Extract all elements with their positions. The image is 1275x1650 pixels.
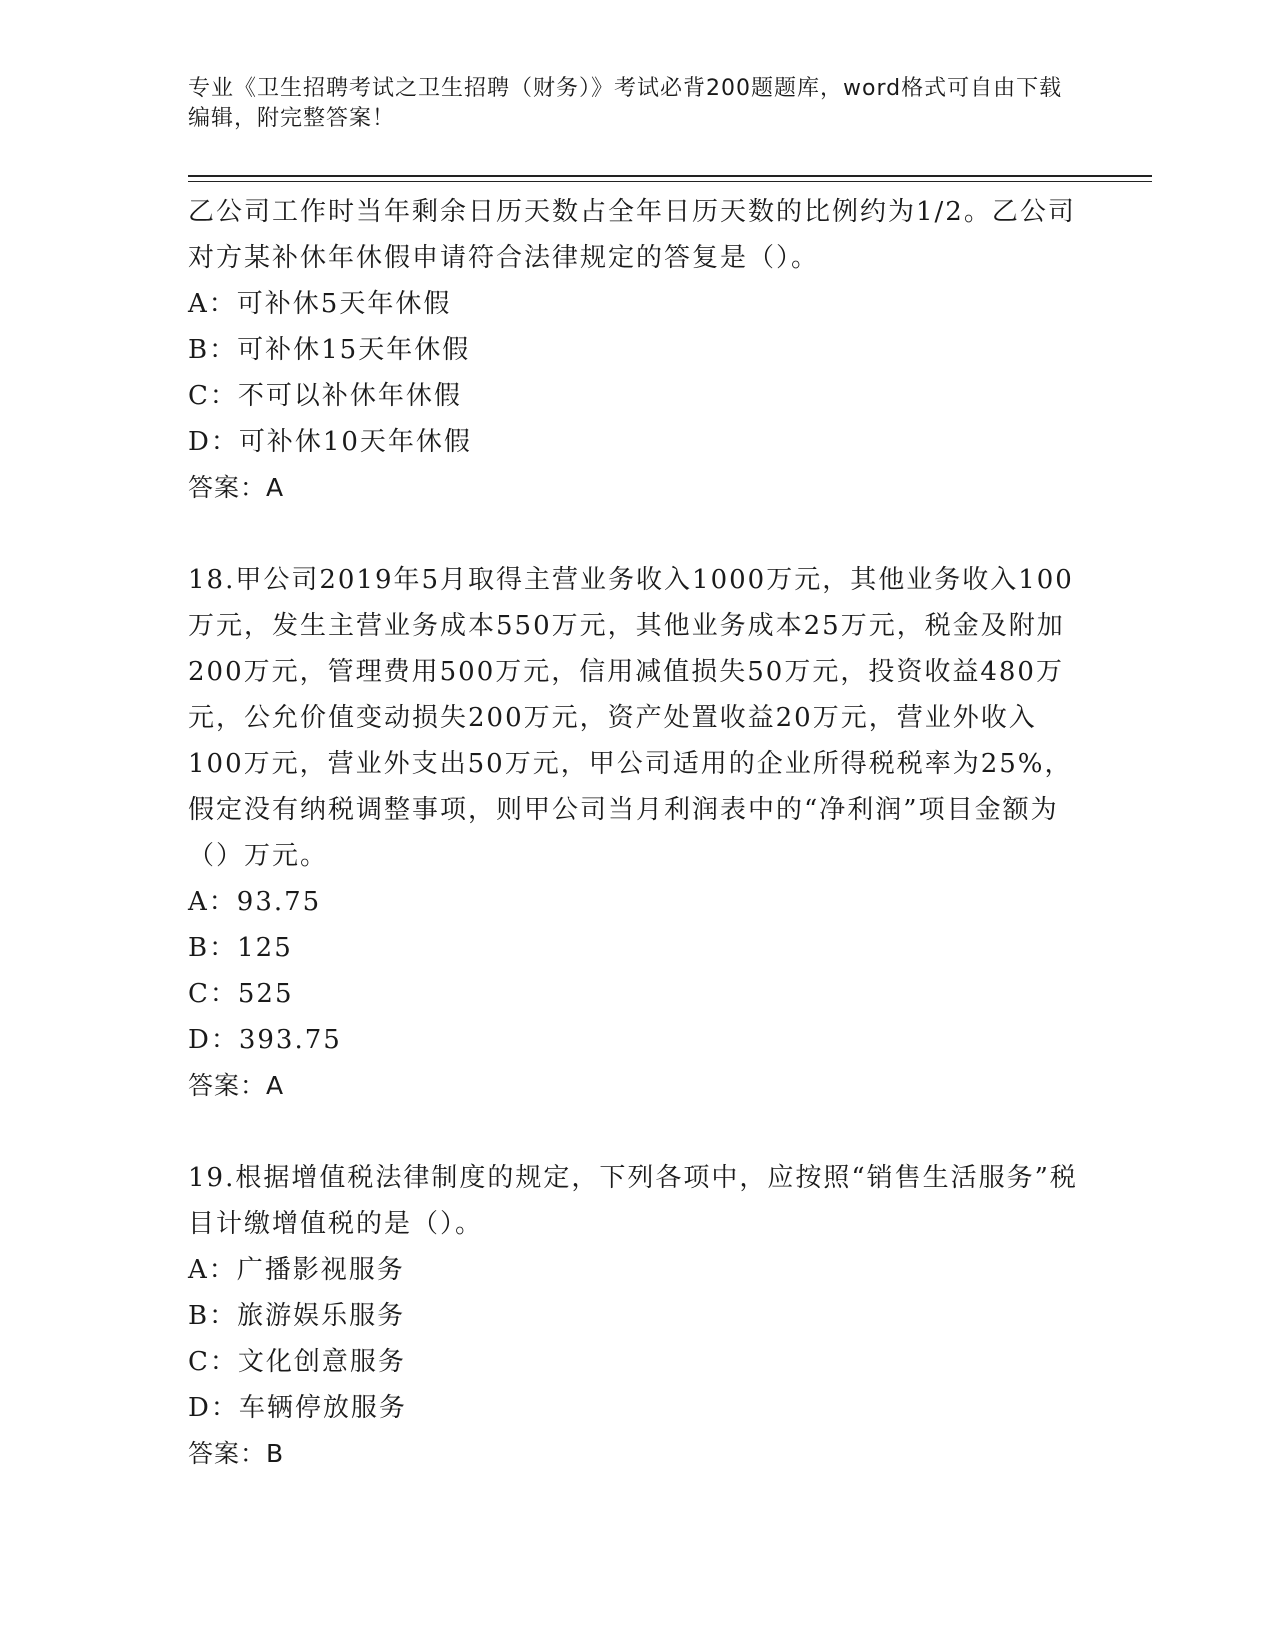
option-d: D：可补休10天年休假 xyxy=(188,427,472,457)
document-header: 专业《卫生招聘考试之卫生招聘（财务）》考试必背200题题库，word格式可自由下载编辑，附完整答案！ xyxy=(188,76,1063,131)
answer-line: 答案：A xyxy=(188,473,285,502)
question-stem: 18.甲公司2019年5月取得主营业务收入1000万元，其他业务收入100万元，发生主营业务成本550万元，其他业务成本25万元，税金及附加200万元，管理费用500万元，信用减值损失50万元，投资收益480万元，公允价值变动损失200万元，资产处置收益20万元，营业外收入100万元，营业外支出50万元，甲公司适用的企业所得税税率为25%，假定没有纳税调整事项，则甲公司当月利润表中的“净利润”项目金额为（）万元。 xyxy=(188,565,1074,871)
option-c: C：文化创意服务 xyxy=(188,1347,406,1377)
option-d: D：393.75 xyxy=(188,1025,342,1055)
answer-line: 答案：B xyxy=(188,1439,285,1468)
option-c: C：525 xyxy=(188,979,294,1009)
spacer xyxy=(188,511,1088,557)
option-b: B：旅游娱乐服务 xyxy=(188,1301,406,1331)
option-a: A：广播影视服务 xyxy=(188,1255,405,1285)
question-block-17 xyxy=(188,189,1088,511)
option-b: B：可补休15天年休假 xyxy=(188,335,471,365)
question-block-19 xyxy=(188,1155,1088,1477)
header-rule-thin xyxy=(188,181,1152,182)
option-a: A：可补休5天年休假 xyxy=(188,289,452,319)
spacer xyxy=(188,1109,1088,1155)
question-block-18 xyxy=(188,557,1088,1109)
option-d: D：车辆停放服务 xyxy=(188,1393,407,1423)
option-c: C：不可以补休年休假 xyxy=(188,381,462,411)
question-list xyxy=(188,189,1088,1477)
option-b: B：125 xyxy=(188,933,293,963)
question-stem: 乙公司工作时当年剩余日历天数占全年日历天数的比例约为1/2。乙公司对方某补休年休假申请符合法律规定的答复是（）。 xyxy=(188,197,1076,273)
question-stem: 19.根据增值税法律制度的规定，下列各项中，应按照“销售生活服务”税目计缴增值税的是（）。 xyxy=(188,1163,1078,1239)
answer-line: 答案：A xyxy=(188,1071,285,1100)
header-rule-thick xyxy=(188,175,1152,177)
option-a: A：93.75 xyxy=(188,887,322,917)
